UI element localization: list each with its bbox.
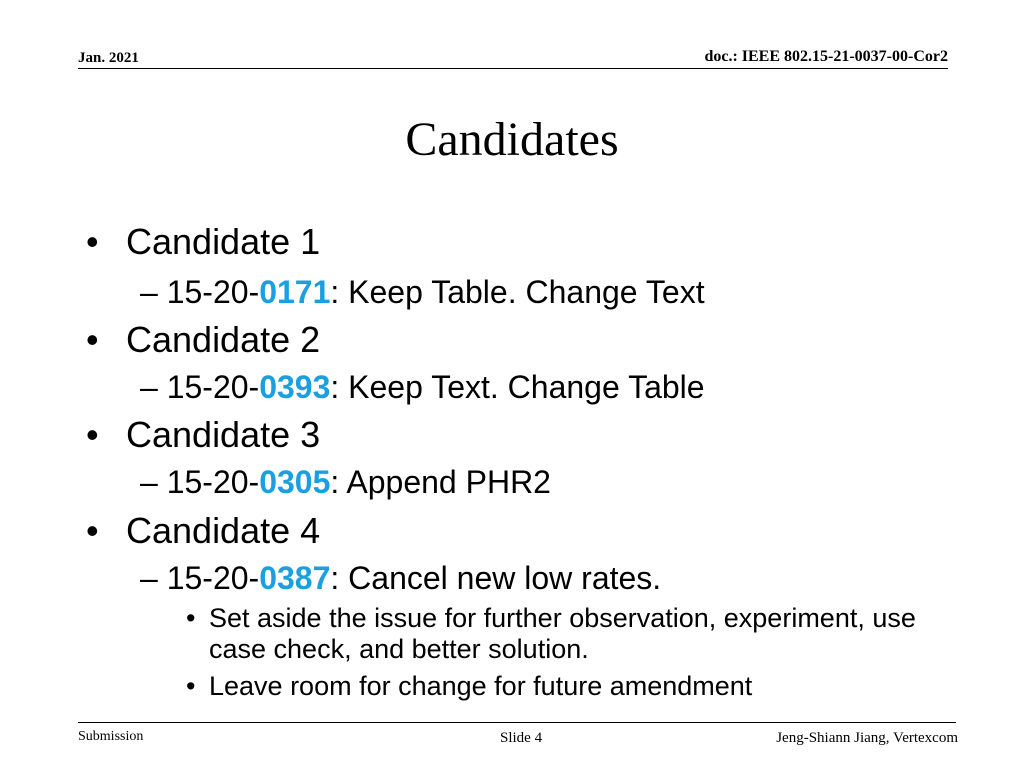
candidate-2-detail bbox=[140, 368, 705, 406]
dash-icon: – bbox=[140, 560, 167, 596]
candidate-1-prefix: 15-20- bbox=[166, 274, 260, 310]
sub-point-2 bbox=[186, 671, 929, 702]
footer-author: Jeng-Shiann Jiang, Vertexcom bbox=[776, 730, 958, 746]
candidate-1-text: : Keep Table. Change Text bbox=[330, 274, 705, 310]
candidate-3-text: : Append PHR2 bbox=[330, 464, 551, 500]
candidate-4-number: 0387 bbox=[259, 560, 331, 596]
header-date: Jan. 2021 bbox=[78, 50, 139, 66]
candidate-2-label: Candidate 2 bbox=[126, 319, 321, 360]
candidate-3-number: 0305 bbox=[259, 464, 331, 500]
candidate-4-detail bbox=[140, 559, 661, 597]
bullet-icon: • bbox=[86, 221, 99, 262]
footer-slide-number: Slide 4 bbox=[500, 730, 543, 746]
candidate-1-item bbox=[86, 222, 320, 262]
candidate-2-number: 0393 bbox=[259, 369, 331, 405]
candidate-4-prefix: 15-20- bbox=[166, 560, 260, 596]
candidate-2-prefix: 15-20- bbox=[166, 369, 260, 405]
bullet-icon: • bbox=[186, 671, 196, 701]
bullet-icon: • bbox=[86, 510, 99, 551]
sub-point-1-text: Set aside the issue for further observation, experiment, use case check, and better solution. bbox=[209, 603, 916, 664]
sub-point-1 bbox=[186, 603, 929, 665]
footer-submission: Submission bbox=[78, 729, 144, 744]
candidate-2-item bbox=[86, 320, 320, 360]
candidate-3-label: Candidate 3 bbox=[126, 414, 321, 455]
candidate-1-number: 0171 bbox=[259, 274, 331, 310]
candidate-4-item bbox=[86, 511, 320, 551]
header-divider bbox=[78, 68, 948, 69]
candidate-3-prefix: 15-20- bbox=[166, 464, 260, 500]
bullet-icon: • bbox=[86, 414, 99, 455]
candidate-1-label: Candidate 1 bbox=[126, 221, 321, 262]
dash-icon: – bbox=[140, 369, 167, 405]
candidate-1-detail bbox=[140, 273, 705, 311]
candidate-4-label: Candidate 4 bbox=[126, 510, 321, 551]
bullet-icon: • bbox=[186, 603, 196, 633]
candidate-3-detail bbox=[140, 463, 551, 501]
bullet-icon: • bbox=[86, 319, 99, 360]
dash-icon: – bbox=[140, 464, 167, 500]
footer-divider bbox=[78, 722, 956, 723]
candidate-4-text: : Cancel new low rates. bbox=[330, 560, 662, 596]
sub-point-2-text: Leave room for change for future amendment bbox=[209, 671, 753, 701]
candidate-3-item bbox=[86, 415, 320, 455]
header-doc-id: doc.: IEEE 802.15-21-0037-00-Cor2 bbox=[704, 48, 948, 65]
dash-icon: – bbox=[140, 274, 167, 310]
candidate-2-text: : Keep Text. Change Table bbox=[330, 369, 705, 405]
slide-title: Candidates bbox=[405, 113, 619, 166]
